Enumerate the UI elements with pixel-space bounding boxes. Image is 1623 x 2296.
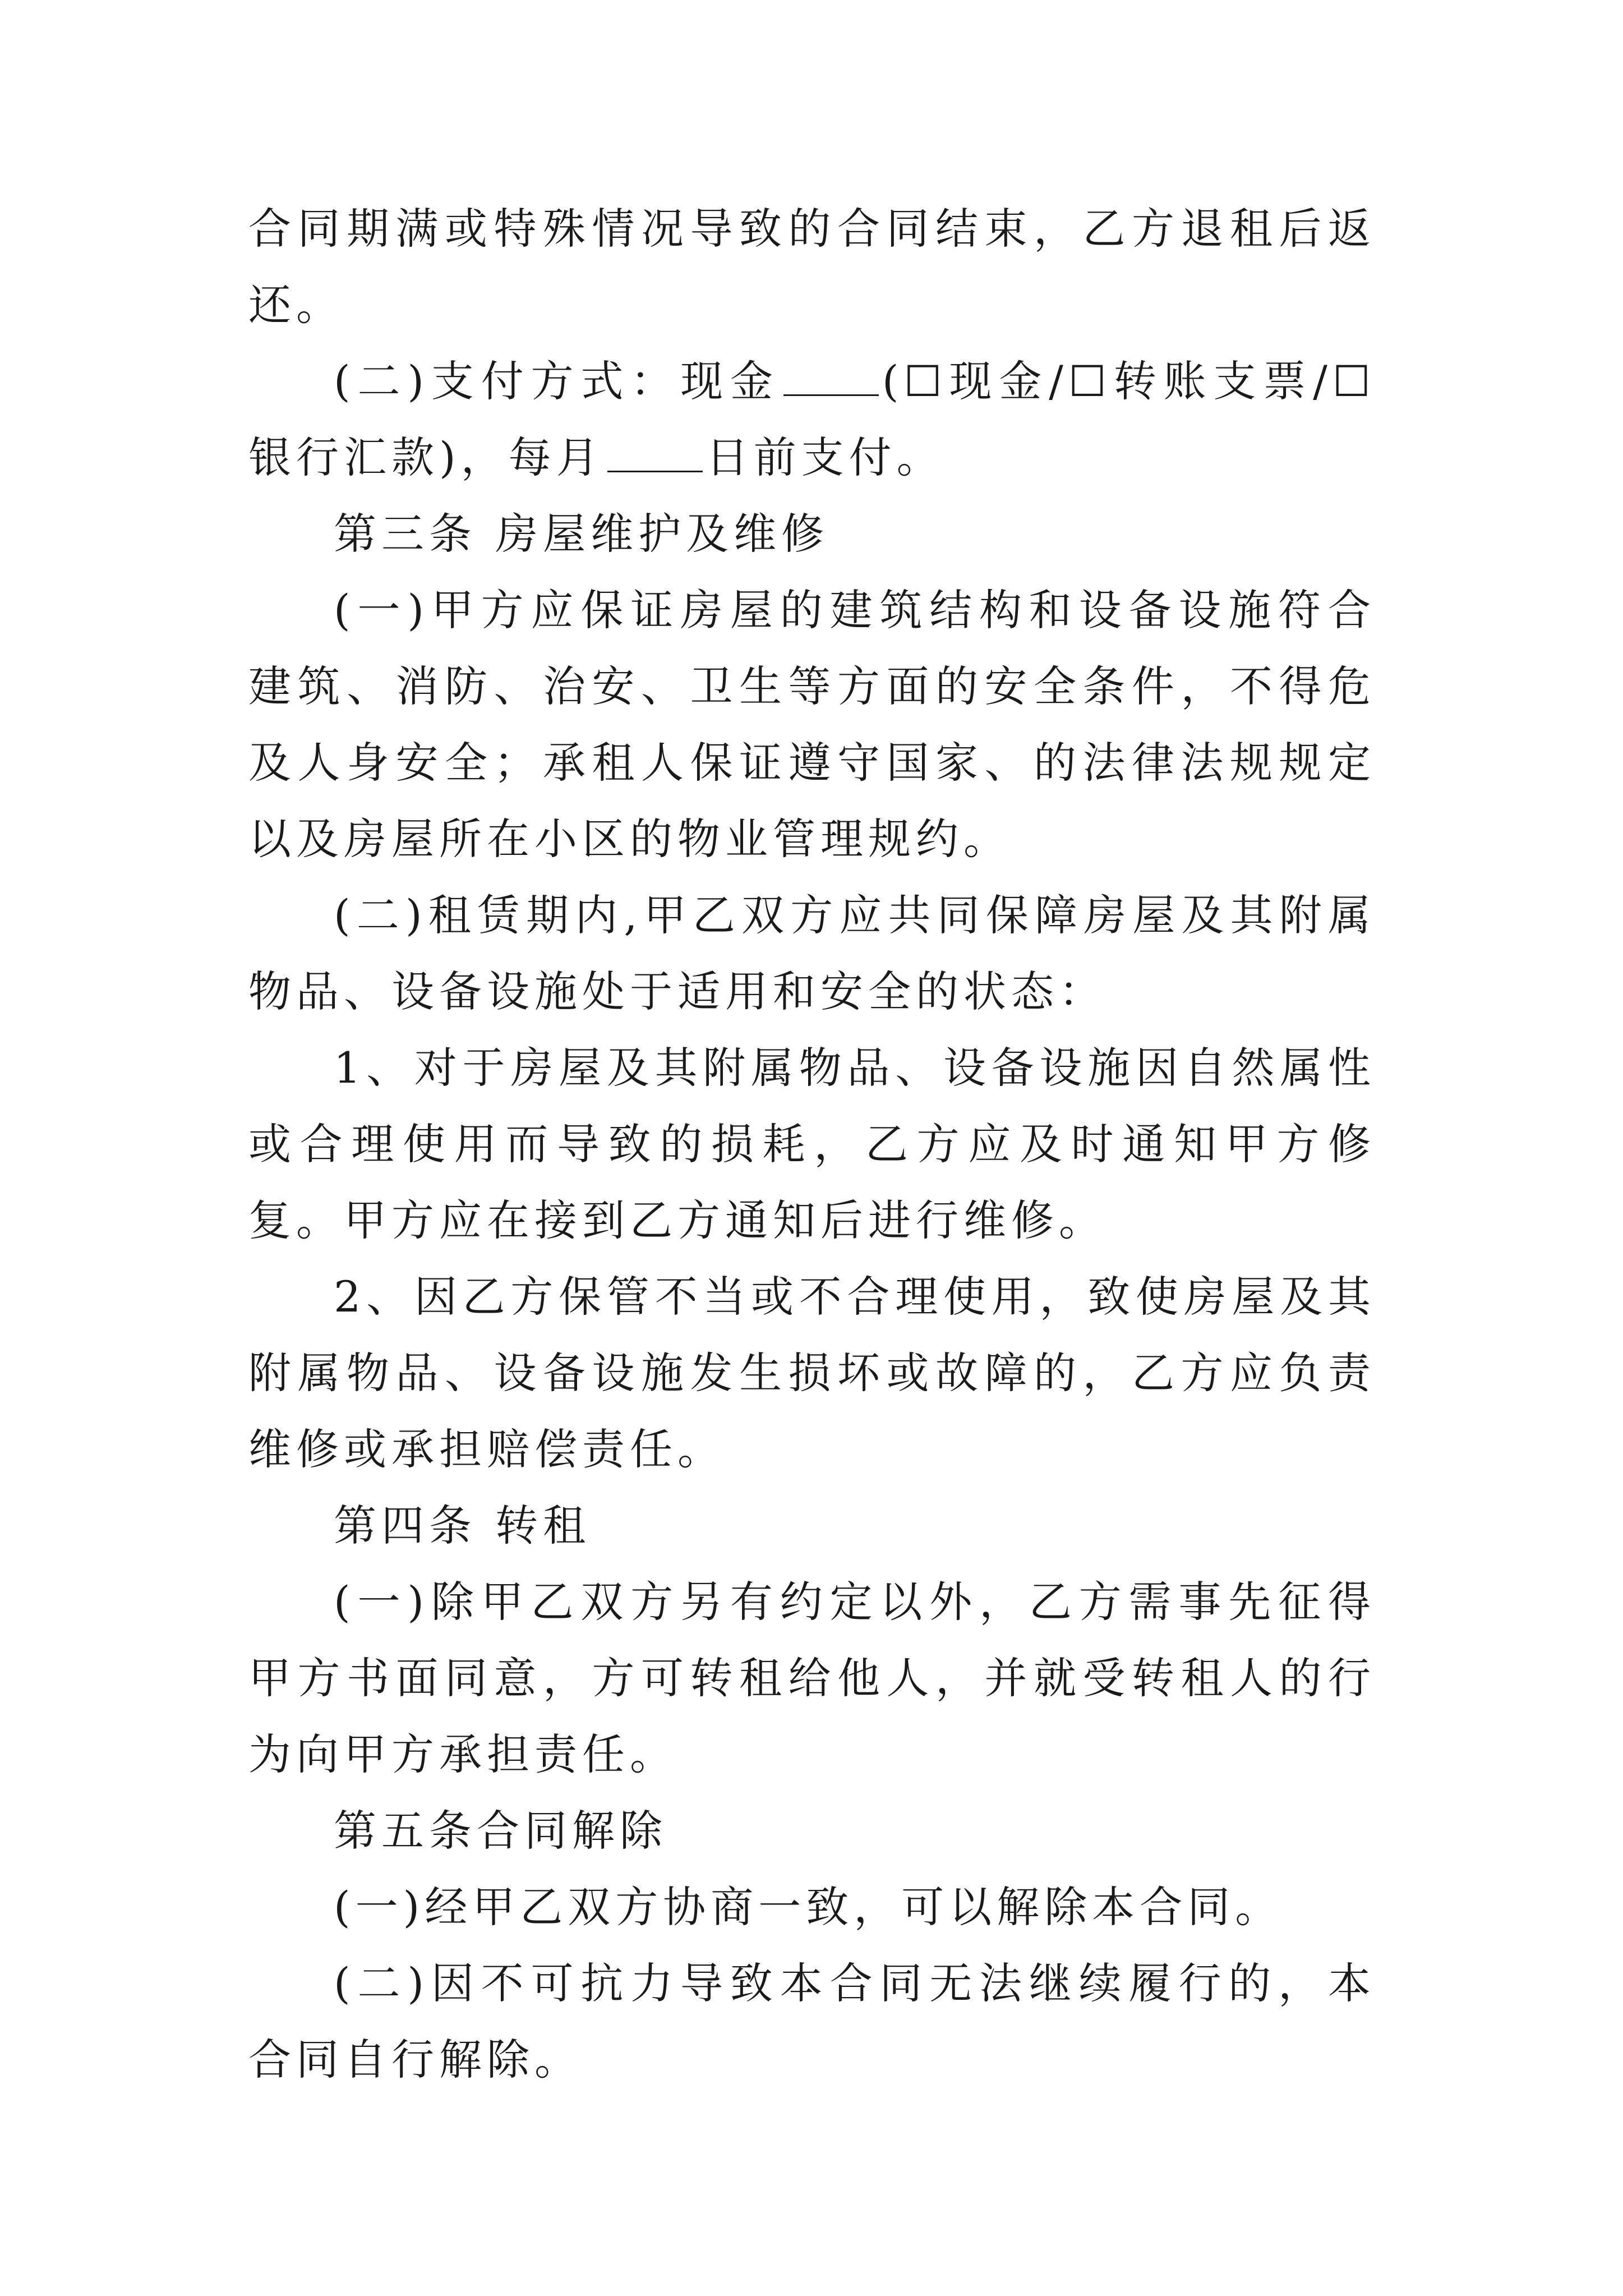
payment-method-options: (☐现金/☐转账支票/☐银行汇款)，每月 bbox=[248, 356, 1376, 482]
payment-day-blank bbox=[607, 436, 703, 472]
paragraph-sublease: (一)除甲乙双方另有约定以外，乙方需事先征得甲方书面同意，方可转租给他人，并就受转租人的行为向甲方承担责任。 bbox=[248, 1577, 1376, 1779]
heading-article-3: 第三条 房屋维护及维修 bbox=[334, 509, 829, 559]
paragraph-payment-method bbox=[248, 343, 1376, 496]
paragraph-natural-wear: 1、对于房屋及其附属物品、设备设施因自然属性或合理使用而导致的损耗，乙方应及时通知甲方修复。甲方应在接到乙方通知后进行维修。 bbox=[248, 1043, 1376, 1245]
contract-body bbox=[248, 191, 1376, 2098]
payment-method-label: (二)支付方式：现金 bbox=[334, 356, 780, 406]
paragraph-tenant-damage: 2、因乙方保管不当或不合理使用，致使房屋及其附属物品、设备设施发生损坏或故障的，乙方应负责维修或承担赔偿责任。 bbox=[248, 1272, 1376, 1474]
paragraph-safety-conditions: (一)甲方应保证房屋的建筑结构和设备设施符合建筑、消防、治安、卫生等方面的安全条件，不得危及人身安全；承租人保证遵守国家、的法律法规规定以及房屋所在小区的物业管理规约。 bbox=[248, 585, 1376, 864]
heading-article-4: 第四条 转租 bbox=[334, 1501, 591, 1550]
paragraph-force-majeure: (二)因不可抗力导致本合同无法继续履行的，本合同自行解除。 bbox=[248, 1958, 1376, 2085]
paragraph-deposit-return: 合同期满或特殊情况导致的合同结束，乙方退租后返还。 bbox=[248, 204, 1376, 330]
paragraph-joint-maintenance: (二)租赁期内,甲乙双方应共同保障房屋及其附属物品、设备设施处于适用和安全的状态： bbox=[248, 890, 1376, 1016]
paragraph-mutual-termination: (一)经甲乙双方协商一致，可以解除本合同。 bbox=[334, 1882, 1283, 1932]
payment-day-suffix: 日前支付。 bbox=[706, 432, 944, 482]
payment-method-blank bbox=[783, 360, 879, 396]
heading-article-5: 第五条合同解除 bbox=[334, 1806, 667, 1856]
